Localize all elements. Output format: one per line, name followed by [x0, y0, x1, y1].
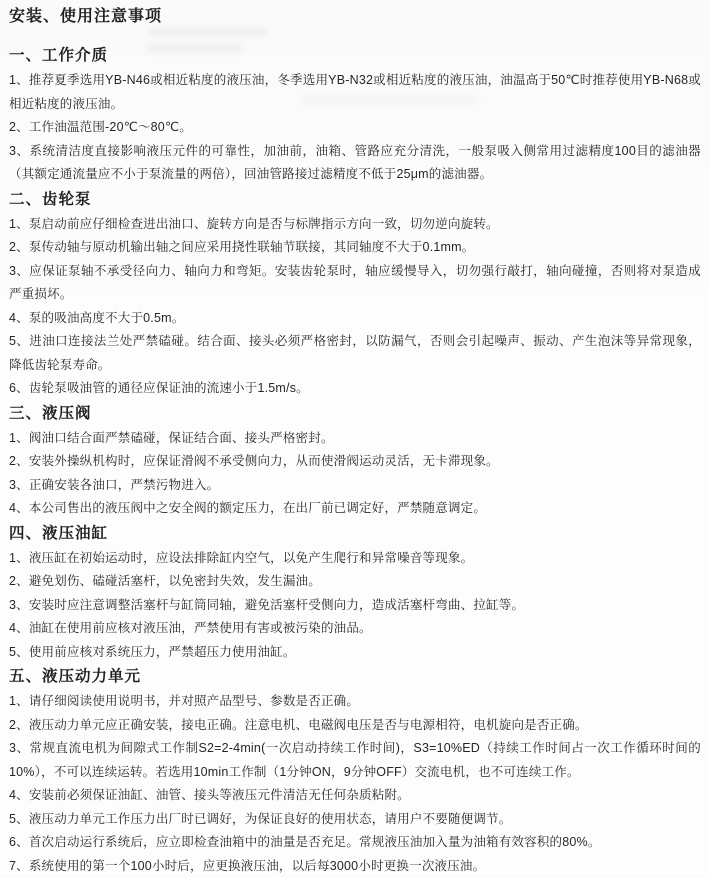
notice-item: 2、泵传动轴与原动机输出轴之间应采用挠性联轴节联接，其同轴度不大于0.1mm。	[9, 236, 701, 260]
notice-item: 5、液压动力单元工作压力出厂时已调好，为保证良好的使用状态，请用户不要随便调节。	[9, 808, 701, 832]
notice-item: 7、系统使用的第一个100小时后，应更换液压油，以后每3000小时更换一次液压油。	[9, 855, 701, 878]
notice-item: 5、进油口连接法兰处严禁磕碰。结合面、接头必须严格密封，以防漏气，否则会引起噪声、振动、产生泡沫等异常现象，降低齿轮泵寿命。	[9, 330, 701, 377]
page-title: 安装、使用注意事项	[9, 6, 701, 28]
notice-item: 4、本公司售出的液压阀中之安全阀的额定压力，在出厂前已调定好，严禁随意调定。	[9, 497, 701, 521]
notice-item: 1、阀油口结合面严禁磕碰，保证结合面、接头严格密封。	[9, 427, 701, 451]
notice-item: 3、安装时应注意调整活塞杆与缸筒同轴，避免活塞杆受侧向力，造成活塞杆弯曲、拉缸等。	[9, 594, 701, 618]
notice-item: 3、系统清洁度直接影响液压元件的可靠性，加油前，油箱、管路应充分清洗，一般泵吸入侧常用过滤精度100目的滤油器（其额定通流量应不小于泵流量的两倍），回油管路接过滤精度不低于25μm的滤油器。	[9, 140, 701, 187]
notice-item: 2、液压动力单元应正确安装，接电正确。注意电机、电磁阀电压是否与电源相符，电机旋向是否正确。	[9, 714, 701, 738]
section-hydraulic-valve	[9, 402, 701, 521]
scan-bleedthrough-artifact	[148, 28, 268, 37]
notice-item: 1、泵启动前应仔细检查进出油口、旋转方向是否与标牌指示方向一致，切勿逆向旋转。	[9, 213, 701, 237]
notice-item: 3、正确安装各油口，严禁污物进入。	[9, 474, 701, 498]
section-heading: 四、液压油缸	[9, 522, 701, 546]
section-heading: 一、工作介质	[9, 44, 701, 68]
section-hydraulic-power-unit	[9, 665, 701, 878]
notice-item: 6、首次启动运行系统后，应立即检查油箱中的油量是否充足。常规液压油加入量为油箱有效容积的80%。	[9, 831, 701, 855]
notice-item: 5、使用前应核对系统压力，严禁超压力使用油缸。	[9, 641, 701, 665]
section-heading: 三、液压阀	[9, 402, 701, 426]
notice-item: 4、安装前必须保证油缸、油管、接头等液压元件清洁无任何杂质粘附。	[9, 784, 701, 808]
notice-item: 4、油缸在使用前应核对液压油，严禁使用有害或被污染的油品。	[9, 617, 701, 641]
section-hydraulic-cylinder	[9, 522, 701, 665]
section-heading: 二、齿轮泵	[9, 188, 701, 212]
notice-item: 4、泵的吸油高度不大于0.5m。	[9, 307, 701, 331]
notice-item: 3、应保证泵轴不承受径向力、轴向力和弯矩。安装齿轮泵时，轴应缓慢导入，切勿强行敲打，轴向碰撞，否则将对泵造成严重损坏。	[9, 260, 701, 307]
section-heading: 五、液压动力单元	[9, 665, 701, 689]
notice-item: 3、常规直流电机为间隙式工作制S2=2-4min(一次启动持续工作时间)，S3=10%ED（持续工作时间占一次工作循环时间的10%），不可以连续运转。若选用10min工作制（1分钟ON，9分钟OFF）交流电机，也不可连续工作。	[9, 737, 701, 784]
notice-item: 2、安装外操纵机构时，应保证滑阀不承受侧向力，从而使滑阀运动灵活，无卡滞现象。	[9, 450, 701, 474]
notice-item: 6、齿轮泵吸油管的通径应保证油的流速小于1.5m/s。	[9, 377, 701, 401]
notice-item: 2、避免划伤、磕碰活塞杆，以免密封失效，发生漏油。	[9, 570, 701, 594]
notice-item: 2、工作油温范围-20℃～80℃。	[9, 116, 701, 140]
section-gear-pump	[9, 188, 701, 401]
notice-item: 1、推荐夏季选用YB-N46或相近粘度的液压油，冬季选用YB-N32或相近粘度的液压油，油温高于50℃时推荐使用YB-N68或相近粘度的液压油。	[9, 69, 701, 116]
notice-item: 1、请仔细阅读使用说明书，并对照产品型号、参数是否正确。	[9, 690, 701, 714]
section-working-medium	[9, 44, 701, 187]
notice-item: 1、液压缸在初始运动时，应设法排除缸内空气，以免产生爬行和异常噪音等现象。	[9, 547, 701, 571]
